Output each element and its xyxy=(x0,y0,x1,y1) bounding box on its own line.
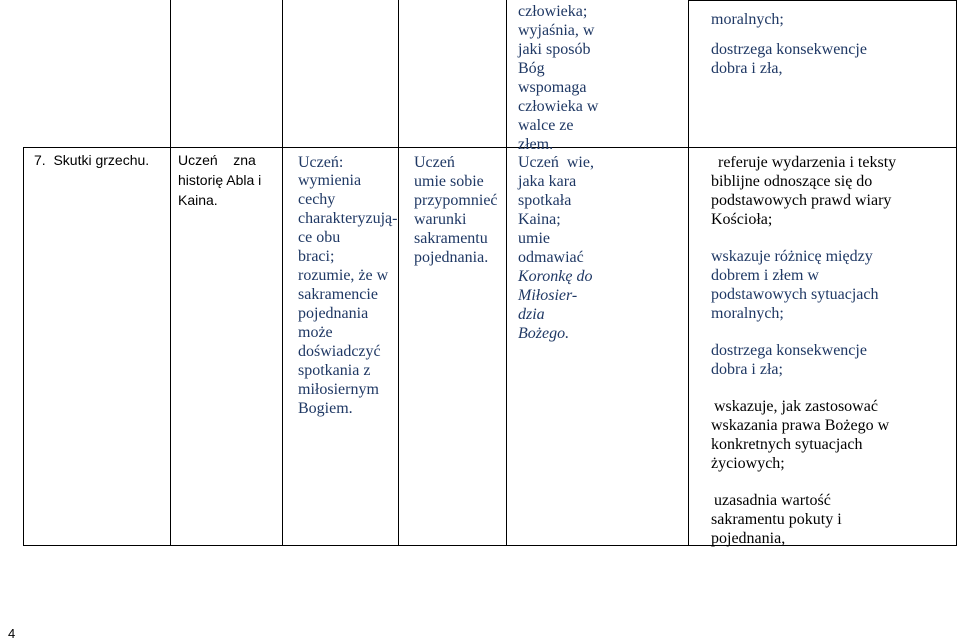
col6-line: wskazuje różnicę między xyxy=(711,248,873,265)
col-border-4 xyxy=(506,0,507,546)
col6-line: Kościoła; xyxy=(711,211,773,228)
col4-line: przypomnieć xyxy=(414,192,498,209)
col6-line: podstawowych sytuacjach xyxy=(711,286,879,303)
col3-line: doświadczyć xyxy=(298,343,381,360)
col6-line: pojednania, xyxy=(711,530,786,547)
topic-cell: 7. Skutki grzechu. xyxy=(34,152,150,168)
col3-line: rozumie, że w xyxy=(298,267,389,284)
col-border-6 xyxy=(956,0,957,546)
col5-line: walce ze xyxy=(518,117,574,134)
col5-line: Kaina; xyxy=(518,211,561,228)
col5-line: umie xyxy=(518,230,550,247)
col3-line: pojednania xyxy=(298,305,369,322)
col5-line: człowieka w xyxy=(518,98,599,115)
col-border-0 xyxy=(23,147,24,546)
row-divider xyxy=(23,147,957,148)
col4-line: sakramentu xyxy=(414,230,488,247)
col6-line: uzasadnia wartość xyxy=(714,492,831,509)
col5-line: spotkała xyxy=(518,192,572,209)
col6-line: dostrzega konsekwencje xyxy=(711,41,867,58)
col3-line: cechy xyxy=(298,191,336,208)
col3-line: sakramencie xyxy=(298,286,378,303)
table-bottom-border xyxy=(23,545,957,546)
col-border-1 xyxy=(170,0,171,546)
col5-line: odmawiać xyxy=(518,249,584,266)
col5-line: wspomaga xyxy=(518,79,587,96)
col6-line: referuje wydarzenia i teksty xyxy=(718,154,897,171)
col3-line: braci; xyxy=(298,248,335,265)
col6-line: dobrem i złem w xyxy=(711,267,819,284)
col4-line: warunki xyxy=(414,211,467,228)
col6-line: dobra i zła, xyxy=(711,60,783,77)
col5-italic-line: Koronkę do xyxy=(518,268,593,285)
col3-line: miłosiernym xyxy=(298,381,379,398)
col-border-2 xyxy=(282,0,283,546)
page-number: 4 xyxy=(8,626,16,641)
col3-line: ce obu xyxy=(298,229,341,246)
col3-line: Bogiem. xyxy=(298,400,353,417)
col3-line: charakteryzują- xyxy=(298,210,398,227)
col5-line: jaki sposób xyxy=(518,41,591,58)
col5-line: człowieka; xyxy=(518,3,588,20)
col3-line: spotkania z xyxy=(298,362,371,379)
col5-italic-line: dzia xyxy=(518,306,545,323)
col5-line: Bóg xyxy=(518,60,545,77)
col3-line: wymienia xyxy=(298,172,362,189)
col5-italic-line: Bożego. xyxy=(518,325,570,342)
col5-line: Uczeń wie, xyxy=(518,154,594,171)
col6-line: dobra i zła; xyxy=(711,361,783,378)
col4-line: Uczeń xyxy=(414,154,455,171)
col6-line: biblijne odnoszące się do xyxy=(711,173,873,190)
col4-line: pojednania. xyxy=(414,249,489,266)
col5-italic-line: Miłosier- xyxy=(518,287,578,304)
col6-line: życiowych; xyxy=(711,455,785,472)
col6-line: wskazania prawa Bożego w xyxy=(711,417,890,434)
col6-line: dostrzega konsekwencje xyxy=(711,342,867,359)
col6-line: moralnych; xyxy=(711,11,784,28)
col2-line: Kaina. xyxy=(178,192,218,208)
col4-line: umie sobie xyxy=(414,173,484,190)
table-top-border xyxy=(688,0,957,1)
col-border-5 xyxy=(688,0,689,546)
col5-line: wyjaśnia, w xyxy=(518,22,595,39)
col6-line: konkretnych sytuacjach xyxy=(711,436,863,453)
col2-line: historię Abla i xyxy=(178,172,262,188)
col-border-3 xyxy=(398,0,399,546)
col6-line: podstawowych prawd wiary xyxy=(711,192,892,209)
col6-line: wskazuje, jak zastosować xyxy=(714,398,878,415)
col6-line: sakramentu pokuty i xyxy=(711,511,842,528)
col3-line: może xyxy=(298,324,333,341)
col6-line: moralnych; xyxy=(711,305,784,322)
col2-line: Uczeń zna xyxy=(178,152,256,168)
col5-line: jaka kara xyxy=(518,173,577,190)
col3-line: Uczeń: xyxy=(298,154,344,171)
col5-line: złem. xyxy=(518,136,554,153)
